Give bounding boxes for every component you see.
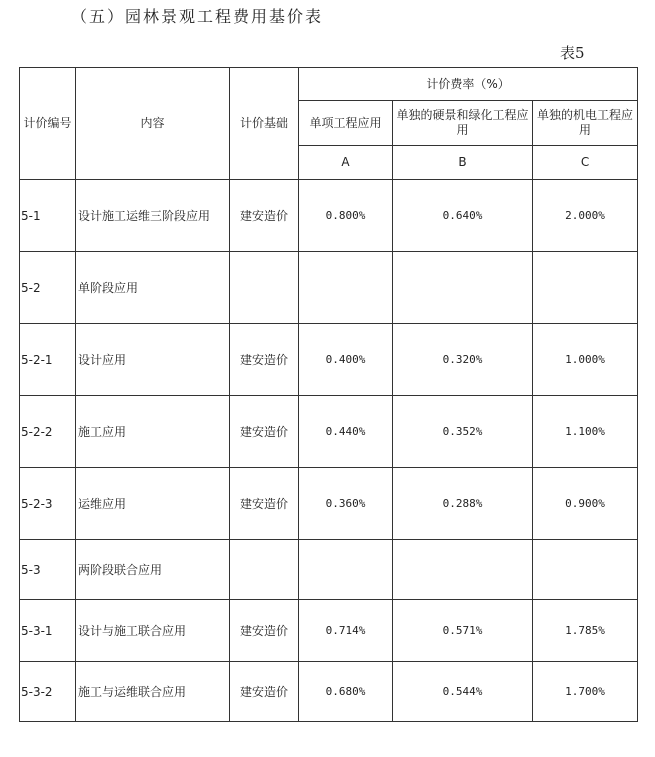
row-rate-b: 0.352%	[393, 396, 533, 468]
row-rate-c: 1.785%	[533, 600, 638, 662]
header-letter-a: A	[299, 146, 393, 180]
header-rate-group: 计价费率（%）	[299, 68, 638, 101]
row-basis: 建安造价	[230, 180, 299, 252]
header-code: 计价编号	[20, 68, 76, 180]
row-content: 设计与施工联合应用	[76, 600, 230, 662]
header-letter-c: C	[533, 146, 638, 180]
row-code: 5-2-2	[20, 396, 76, 468]
row-code: 5-2-3	[20, 468, 76, 540]
header-col-c: 单独的机电工程应用	[533, 101, 638, 146]
header-col-a: 单项工程应用	[299, 101, 393, 146]
row-rate-a: 0.400%	[299, 324, 393, 396]
row-rate-a: 0.680%	[299, 662, 393, 722]
row-basis: 建安造价	[230, 396, 299, 468]
table-row	[20, 252, 638, 324]
row-content: 运维应用	[76, 468, 230, 540]
table-number: 表5	[560, 44, 585, 62]
row-rate-c: 1.000%	[533, 324, 638, 396]
row-code: 5-2	[20, 252, 76, 324]
header-content: 内容	[76, 68, 230, 180]
row-rate-b: 0.571%	[393, 600, 533, 662]
row-rate-a: 0.360%	[299, 468, 393, 540]
row-code: 5-3-2	[20, 662, 76, 722]
header-basis: 计价基础	[230, 68, 299, 180]
row-rate-b: 0.320%	[393, 324, 533, 396]
row-rate-a	[299, 540, 393, 600]
row-content: 设计应用	[76, 324, 230, 396]
row-code: 5-3	[20, 540, 76, 600]
row-rate-b	[393, 540, 533, 600]
row-basis: 建安造价	[230, 324, 299, 396]
row-rate-b: 0.288%	[393, 468, 533, 540]
row-rate-c	[533, 540, 638, 600]
row-basis: 建安造价	[230, 662, 299, 722]
row-rate-c: 2.000%	[533, 180, 638, 252]
row-rate-a: 0.440%	[299, 396, 393, 468]
row-content: 施工应用	[76, 396, 230, 468]
row-code: 5-1	[20, 180, 76, 252]
row-basis	[230, 252, 299, 324]
table-row	[20, 324, 638, 396]
row-code: 5-3-1	[20, 600, 76, 662]
row-rate-a: 0.714%	[299, 600, 393, 662]
table-row	[20, 662, 638, 722]
row-rate-c: 1.700%	[533, 662, 638, 722]
row-rate-c: 0.900%	[533, 468, 638, 540]
row-content: 单阶段应用	[76, 252, 230, 324]
row-rate-c: 1.100%	[533, 396, 638, 468]
table-row	[20, 396, 638, 468]
table-row	[20, 540, 638, 600]
row-rate-b	[393, 252, 533, 324]
row-basis	[230, 540, 299, 600]
row-content: 两阶段联合应用	[76, 540, 230, 600]
table-row	[20, 180, 638, 252]
row-rate-b: 0.640%	[393, 180, 533, 252]
row-content: 施工与运维联合应用	[76, 662, 230, 722]
row-content: 设计施工运维三阶段应用	[76, 180, 230, 252]
row-code: 5-2-1	[20, 324, 76, 396]
row-rate-c	[533, 252, 638, 324]
table-row	[20, 468, 638, 540]
table-row	[20, 600, 638, 662]
row-rate-b: 0.544%	[393, 662, 533, 722]
row-basis: 建安造价	[230, 468, 299, 540]
header-col-b: 单独的硬景和绿化工程应用	[393, 101, 533, 146]
header-letter-b: B	[393, 146, 533, 180]
row-rate-a: 0.800%	[299, 180, 393, 252]
row-basis: 建安造价	[230, 600, 299, 662]
row-rate-a	[299, 252, 393, 324]
page-title: （五）园林景观工程费用基价表	[71, 7, 324, 26]
fee-table	[19, 67, 638, 722]
